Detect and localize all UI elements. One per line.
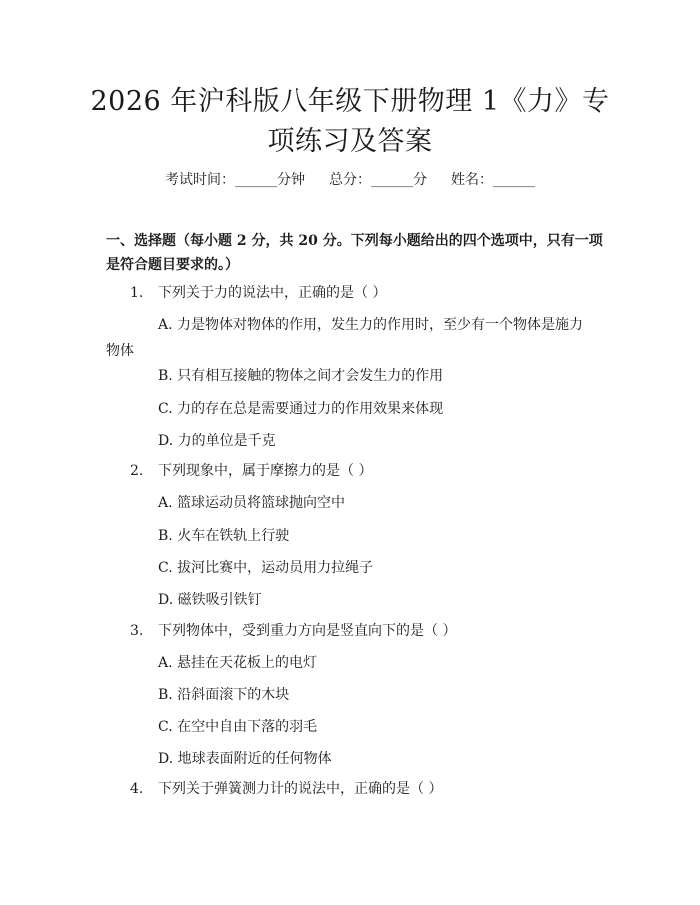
question-3-option-d: D. 地球表面附近的任何物体 <box>158 751 332 767</box>
question-1-option-c: C. 力的存在总是需要通过力的作用效果来体现 <box>158 401 444 417</box>
question-3-option-a: A. 悬挂在天花板上的电灯 <box>158 655 318 671</box>
section-heading: 一、选择题（每小题 2 分，共 20 分。下列每小题给出的四个选项中，只有一项是符合题目要求的。） <box>106 233 603 273</box>
question-1-option-d: D. 力的单位是千克 <box>158 433 276 449</box>
question-3-number: 3. <box>130 623 144 639</box>
question-2-option-d: D. 磁铁吸引铁钉 <box>158 592 262 608</box>
question-2-text: 下列现象中，属于摩擦力的是（ ） <box>158 463 373 479</box>
question-3-option-b: B. 沿斜面滚下的木块 <box>158 687 290 703</box>
question-number: 1. <box>130 285 144 301</box>
question-4-number: 4. <box>130 781 144 797</box>
exam-info-line <box>0 169 700 189</box>
question-2-option-c: C. 拔河比赛中，运动员用力拉绳子 <box>158 560 374 576</box>
student-name-field: 姓名：______ <box>451 172 535 188</box>
question-3-option-c: C. 在空中自由下落的羽毛 <box>158 719 318 735</box>
question-4-text: 下列关于弹簧测力计的说法中，正确的是（ ） <box>158 781 443 797</box>
document-title: 2026 年沪科版八年级下册物理 1《力》专项练习及答案 <box>90 86 610 157</box>
question-2-option-a: A. 篮球运动员将篮球抛向空中 <box>158 495 346 511</box>
question-text: 下列关于力的说法中，正确的是（ ） <box>158 285 387 301</box>
question-1-option-a: A. 力是物体对物体的作用，发生力的作用时，至少有一个物体是施力物体 <box>106 317 584 359</box>
question-2-option-b: B. 火车在铁轨上行驶 <box>158 528 290 544</box>
question-2-number: 2. <box>130 463 144 479</box>
question-1-option-b: B. 只有相互接触的物体之间才会发生力的作用 <box>158 368 444 384</box>
question-3-text: 下列物体中，受到重力方向是竖直向下的是（ ） <box>158 623 457 639</box>
exam-time-field: 考试时间：______分钟 <box>165 172 305 188</box>
total-score-field: 总分：______分 <box>329 172 427 188</box>
